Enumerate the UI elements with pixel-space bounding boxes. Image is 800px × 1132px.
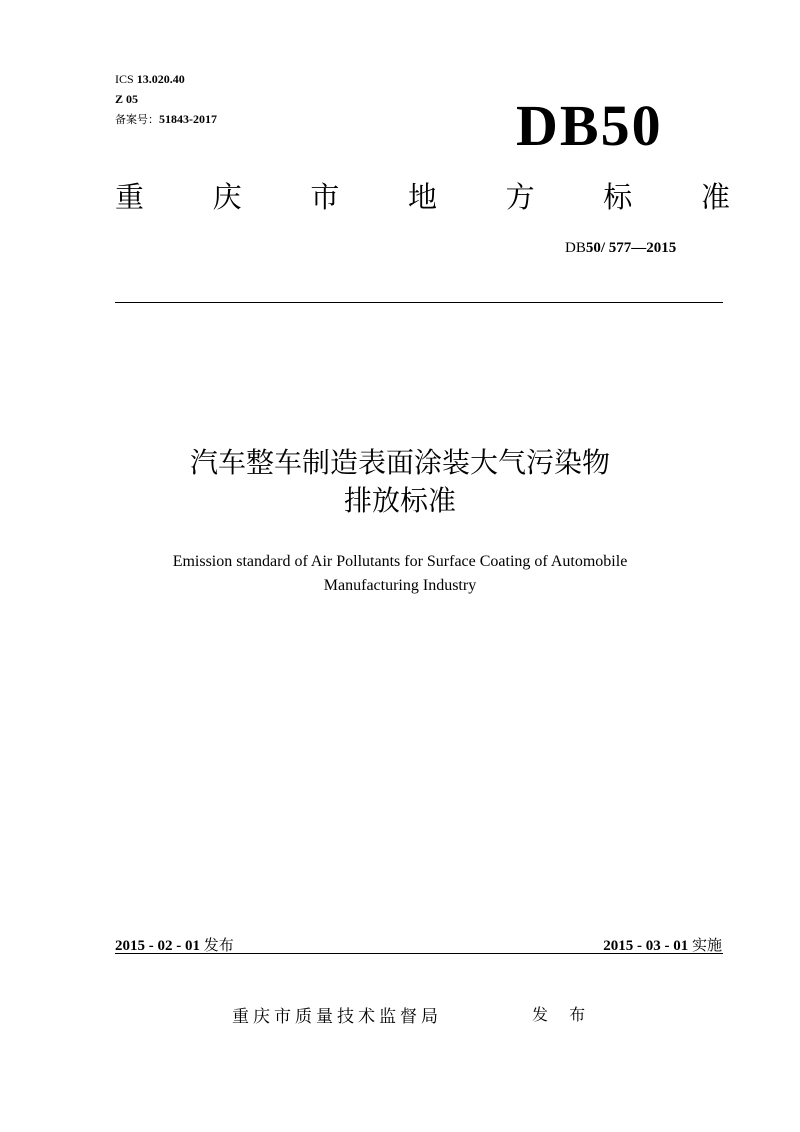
standard-number-prefix: DB — [565, 240, 586, 256]
title-en-line1: Emission standard of Air Pollutants for Surface Coating of Automobile — [172, 553, 628, 570]
title-chinese — [0, 444, 800, 520]
standard-number — [565, 240, 676, 257]
bottom-divider — [115, 953, 723, 954]
top-divider — [115, 302, 723, 303]
db-mark: DB50 — [516, 93, 663, 158]
implement-date — [603, 934, 722, 955]
record-number: 51843-2017 — [159, 112, 217, 126]
classification-value: Z 05 — [115, 92, 139, 106]
standard-type-char: 市 — [310, 180, 340, 214]
title-english — [0, 550, 800, 598]
record-label: 备案号： — [115, 113, 159, 126]
standard-type-char: 准 — [700, 180, 730, 214]
record-line — [115, 112, 217, 127]
implement-label: 实施 — [691, 936, 722, 954]
ics-line — [115, 72, 185, 86]
standard-type-char: 庆 — [212, 180, 242, 214]
title-cn-line2: 排放标准 — [343, 484, 456, 517]
publisher: 重庆市质量技术监督局 — [232, 1007, 442, 1027]
standard-type-char: 地 — [407, 180, 437, 214]
ics-prefix: ICS — [115, 72, 134, 86]
standard-type-char: 标 — [603, 180, 633, 214]
title-en-line2: Manufacturing Industry — [323, 577, 477, 594]
title-cn-line1: 汽车整车制造表面涂装大气污染物 — [189, 446, 610, 479]
ics-code: 13.020.40 — [136, 72, 185, 86]
issue-date-value: 2015 - 02 - 01 — [115, 938, 200, 954]
standard-number-code: 50/ 577—2015 — [585, 240, 677, 256]
standard-type — [115, 180, 730, 214]
classification-code — [115, 92, 138, 106]
publish-word: 发 布 — [532, 1005, 594, 1024]
implement-date-value: 2015 - 03 - 01 — [603, 938, 689, 954]
standard-type-char: 方 — [505, 180, 535, 214]
issue-label: 发布 — [203, 936, 234, 954]
standard-type-char: 重 — [115, 180, 145, 214]
issue-date — [115, 934, 234, 955]
